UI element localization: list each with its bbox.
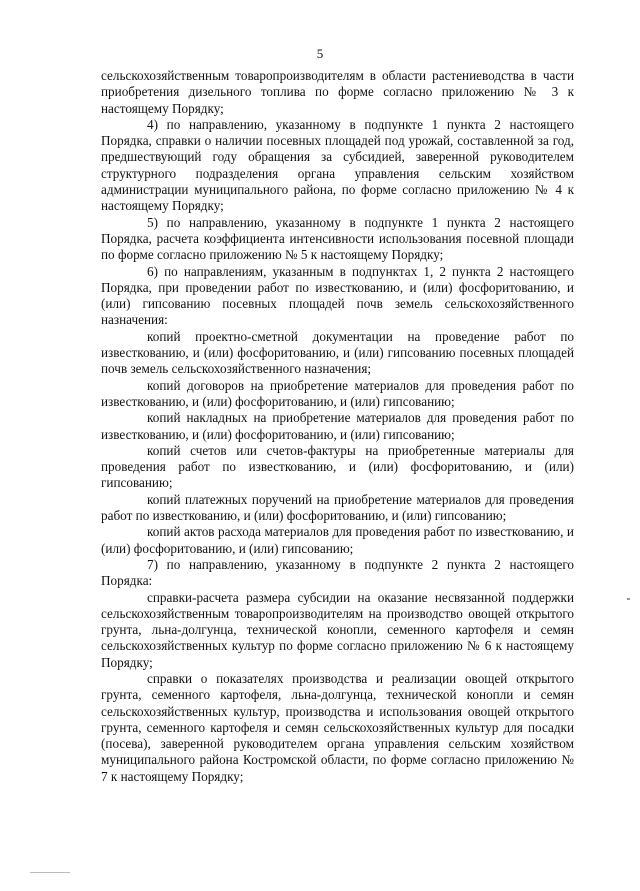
subitem-production-indicators: справки о показателях производства и реализации овощей открытого грунта, семенного картофеля, льна-долгунца, технической конопли и семян сельскохозяйственных культур, производства и использования овощей открытого грунта, семенного картофеля и семян сельскохозяйственных культур для посадки (посева), заверенной руководителем органа управления сельским хозяйством муниципального района Костромской области, по форме согласно приложению № 7 к настоящему Порядку; [101,670,574,784]
subitem-design-docs: копий проектно-сметной документации на проведение работ по известкованию, и (или) фосфоритованию, и (или) гипсованию посевных площадей почв земель сельскохозяйственного назначения; [101,328,574,377]
document-body [101,68,574,785]
subitem-bills: копий счетов или счетов-фактуры на приобретенные материалы для проведения работ по известкованию, и (или) фосфоритованию, и (или) гипсованию; [101,442,574,491]
page-number: 5 [316,46,324,61]
subitem-payment-orders: копий платежных поручений на приобретение материалов для проведения работ по известкованию, и (или) фосфоритованию, и (или) гипсованию; [101,491,574,524]
subitem-contracts: копий договоров на приобретение материалов для проведения работ по известкованию, и (или) фосфоритованию, и (или) гипсованию; [101,377,574,409]
paragraph-continuation: сельскохозяйственным товаропроизводителям в области растениеводства в части приобретения дизельного топлива по форме согласно приложению № 3 к настоящему Порядку; [101,68,574,116]
paragraph-item-6: 6) по направлениям, указанным в подпунктах 1, 2 пункта 2 настоящего Порядка, при проведении работ по известкованию, и (или) фосфоритованию, и (или) гипсованию посевных площадей почв земель сельскохозяйственного назначения: [101,263,574,328]
subitem-invoices: копий накладных на приобретение материалов для проведения работ по известкованию, и (или) фосфоритованию, и (или) гипсованию; [101,410,574,442]
subitem-consumption-acts: копий актов расхода материалов для проведения работ по известкованию, и (или) фосфоритованию, и (или) гипсованию; [101,524,574,556]
paragraph-item-4: 4) по направлению, указанному в подпункте 1 пункта 2 настоящего Порядка, справки о наличии посевных площадей под урожай, составленной за год, предшествующий году обращения за субсидией, заверенной руководителем структурного подразделения органа управления сельским хозяйством администрации муниципального района, по форме согласно приложению № 4 к настоящему Порядку; [101,116,574,214]
scan-artifact-line [30,872,70,873]
paragraph-item-5: 5) по направлению, указанному в подпункте 1 пункта 2 настоящего Порядка, расчета коэффициента интенсивности использования посевной площади по форме согласно приложению № 5 к настоящему Порядку; [101,214,574,263]
subitem-subsidy-calculation: справки-расчета размера субсидии на оказание несвязанной поддержки сельскохозяйственным товаропроизводителям на производство овощей открытого грунта, льна-долгунца, технической конопли, семенного картофеля и семян сельскохозяйственных культур по форме согласно приложению № 6 к настоящему Порядку; [101,589,574,670]
scan-artifact-dot [627,598,630,600]
paragraph-item-7: 7) по направлению, указанному в подпункте 2 пункта 2 настоящего Порядка: [101,556,574,589]
